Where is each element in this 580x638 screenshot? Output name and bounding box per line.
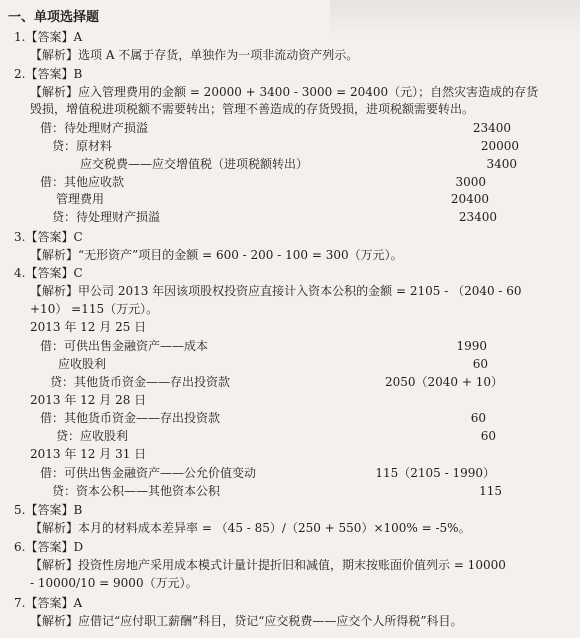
q3-analysis: 【解析】“无形资产”项目的金额 = 600 - 200 - 100 = 300（万元）。 [30,248,403,262]
q2-entry-amount: 3000 [455,175,486,189]
q6-analysis-line1: 【解析】投资性房地产采用成本模式计量计提折旧和减值，期末按账面价值列示 = 10000 [30,558,506,572]
q4-entry-amount: 60 [480,429,496,443]
q4-entry-text: 贷：应收股利 [56,429,129,443]
q2-entry-text: 管理费用 [56,192,105,206]
q2-entry-text: 贷：待处理财产损溢 [52,210,161,224]
bleed-through-shade [330,0,580,40]
q2-entry-amount: 3400 [486,157,517,171]
section-title: 一、单项选择题 [8,10,100,25]
q4-entry-amount: 60 [470,411,486,425]
q2-entry-text: 贷：原材料 [52,139,113,153]
q5-analysis: 【解析】本月的材料成本差异率 = （45 - 85）/（250 + 550）×100% = -5%。 [30,521,471,535]
q4-entry-text: 应收股利 [58,357,107,371]
q2-entry-amount: 23400 [458,210,497,224]
q2-entry-amount: 23400 [472,121,511,135]
q2-entry-text: 借：待处理财产损溢 [40,121,149,135]
q6-answer: 6.【答案】D [14,540,84,554]
q4-date: 2013 年 12 月 31 日 [30,447,147,461]
q2-answer: 2.【答案】B [14,67,83,81]
q4-entry-text: 贷：其他货币资金——存出投资款 [50,375,231,389]
q3-answer: 3.【答案】C [14,230,83,244]
q4-date: 2013 年 12 月 28 日 [30,393,147,407]
q7-answer: 7.【答案】A [14,596,83,610]
q4-analysis-line1: 【解析】甲公司 2013 年因该项股权投资应直接计入资本公积的金额 = 2105 - （2040 - 60 [30,284,522,298]
q7-analysis: 【解析】应借记“应付职工薪酬”科目，贷记“应交税费——应交个人所得税”科目。 [30,614,463,628]
q4-answer: 4.【答案】C [14,266,83,280]
q4-entry-amount: 115（2105 - 1990） [375,466,495,480]
q4-entry-amount: 115 [479,484,502,498]
q4-entry-text: 借：可供出售金融资产——公允价值变动 [40,466,257,480]
q4-entry-text: 借：其他货币资金——存出投资款 [40,411,221,425]
q2-entry-text: 应交税费——应交增值税（进项税额转出） [80,157,309,171]
q2-analysis-line1: 【解析】应入管理费用的金额 = 20000 + 3400 - 3000 = 20400（元）；自然灾害造成的存货 [30,85,539,99]
q1-analysis: 【解析】选项 A 不属于存货，单独作为一项非流动资产列示。 [30,48,359,62]
q1-answer: 1.【答案】A [14,30,83,44]
q2-entry-amount: 20400 [450,192,489,206]
q4-entry-text: 借：可供出售金融资产——成本 [40,339,209,353]
q5-answer: 5.【答案】B [14,503,83,517]
q2-entry-amount: 20000 [480,139,519,153]
q4-entry-amount: 60 [472,357,488,371]
q4-analysis-line2: +10） =115（万元）。 [30,302,159,316]
q2-entry-text: 借：其他应收款 [40,175,125,189]
q6-analysis-line2: - 10000/10 = 9000（万元）。 [30,576,198,590]
q4-date: 2013 年 12 月 25 日 [30,320,147,334]
q4-entry-amount: 1990 [456,339,487,353]
q4-entry-text: 贷：资本公积——其他资本公积 [52,484,221,498]
q4-entry-amount: 2050（2040 + 10） [384,375,503,389]
q2-analysis-line2: 毁损，增值税进项税额不需要转出；管理不善造成的存货毁损，进项税额需要转出。 [30,102,475,116]
